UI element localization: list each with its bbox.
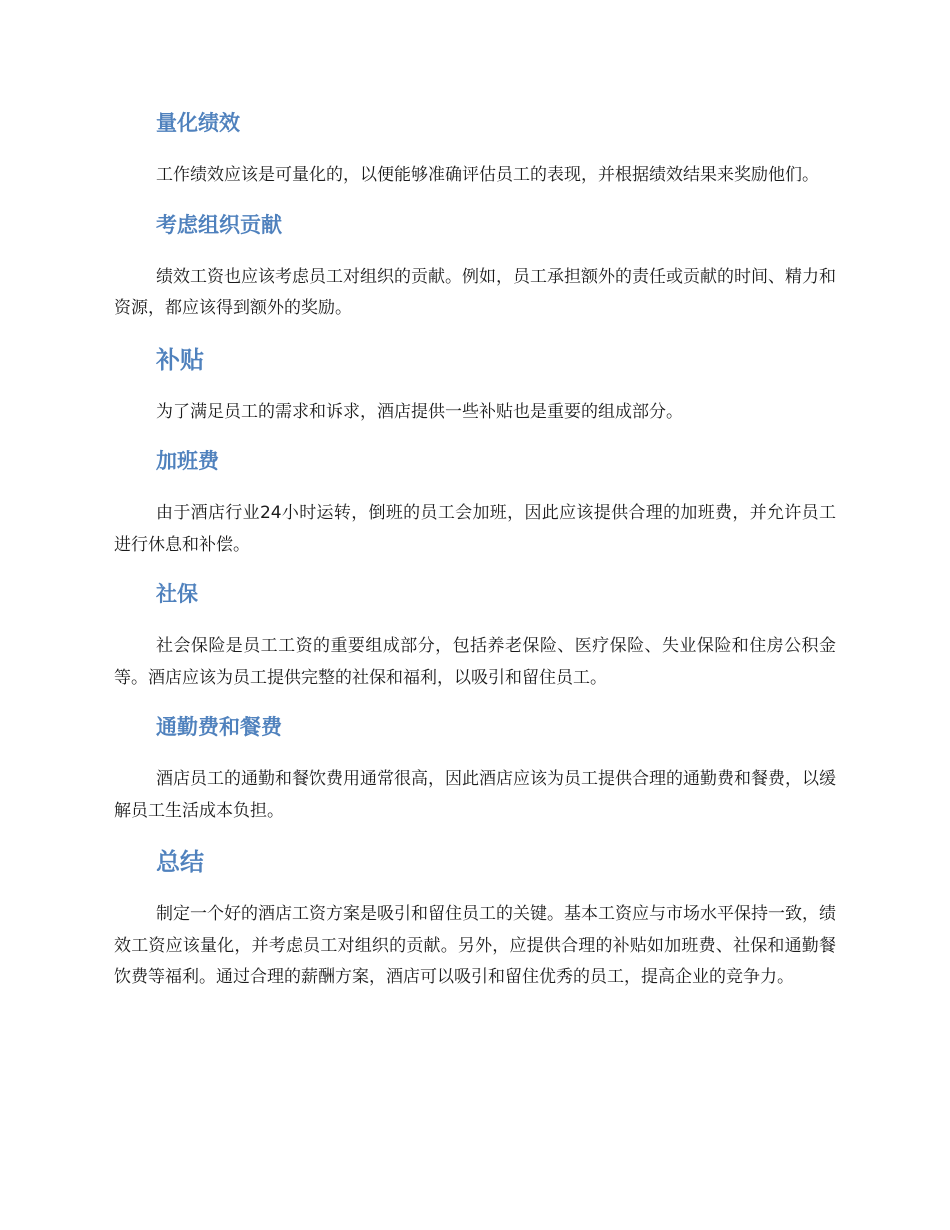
paragraph-organization-contribution: 绩效工资也应该考虑员工对组织的贡献。例如，员工承担额外的责任或贡献的时间、精力和资源，都应该得到额外的奖励。 <box>114 266 836 318</box>
heading-quantify-performance: 量化绩效 <box>156 111 240 135</box>
paragraph-social-insurance: 社会保险是员工工资的重要组成部分，包括养老保险、医疗保险、失业保险和住房公积金等。酒店应该为员工提供完整的社保和福利，以吸引和留住员工。 <box>114 636 836 688</box>
heading-social-insurance: 社保 <box>156 582 198 606</box>
paragraph-summary: 制定一个好的酒店工资方案是吸引和留住员工的关键。基本工资应与市场水平保持一致，绩效工资应该量化，并考虑员工对组织的贡献。另外，应提供合理的补贴如加班费、社保和通勤餐饮费等福利。通过合理的薪酬方案，酒店可以吸引和留住优秀的员工，提高企业的竞争力。 <box>114 904 836 987</box>
section-overtime-pay <box>114 448 836 581</box>
paragraph-commute-meal: 酒店员工的通勤和餐饮费用通常很高，因此酒店应该为员工提供合理的通勤费和餐费，以缓解员工生活成本负担。 <box>114 769 836 821</box>
heading-organization-contribution: 考虑组织贡献 <box>156 212 282 237</box>
spacer <box>114 561 836 581</box>
spacer <box>114 827 836 847</box>
heading-overtime-pay: 加班费 <box>156 449 219 473</box>
heading-commute-meal: 通勤费和餐费 <box>156 715 282 739</box>
section-commute-meal <box>114 714 836 847</box>
paragraph-quantify-performance: 工作绩效应该是可量化的，以便能够准确评估员工的表现，并根据绩效结果来奖励他们。 <box>156 165 819 185</box>
section-quantify-performance <box>114 110 836 212</box>
section-allowance <box>114 345 836 449</box>
spacer <box>114 694 836 714</box>
spacer <box>114 428 836 448</box>
section-summary <box>114 847 836 994</box>
spacer <box>114 192 836 212</box>
heading-summary: 总结 <box>156 848 204 876</box>
paragraph-overtime-pay: 由于酒店行业24小时运转，倒班的员工会加班，因此应该提供合理的加班费，并允许员工进行休息和补偿。 <box>114 503 836 555</box>
section-social-insurance <box>114 581 836 714</box>
spacer <box>114 325 836 345</box>
heading-allowance: 补贴 <box>156 345 204 374</box>
section-organization-contribution <box>114 212 836 345</box>
paragraph-allowance: 为了满足员工的需求和诉求，酒店提供一些补贴也是重要的组成部分。 <box>156 401 683 422</box>
